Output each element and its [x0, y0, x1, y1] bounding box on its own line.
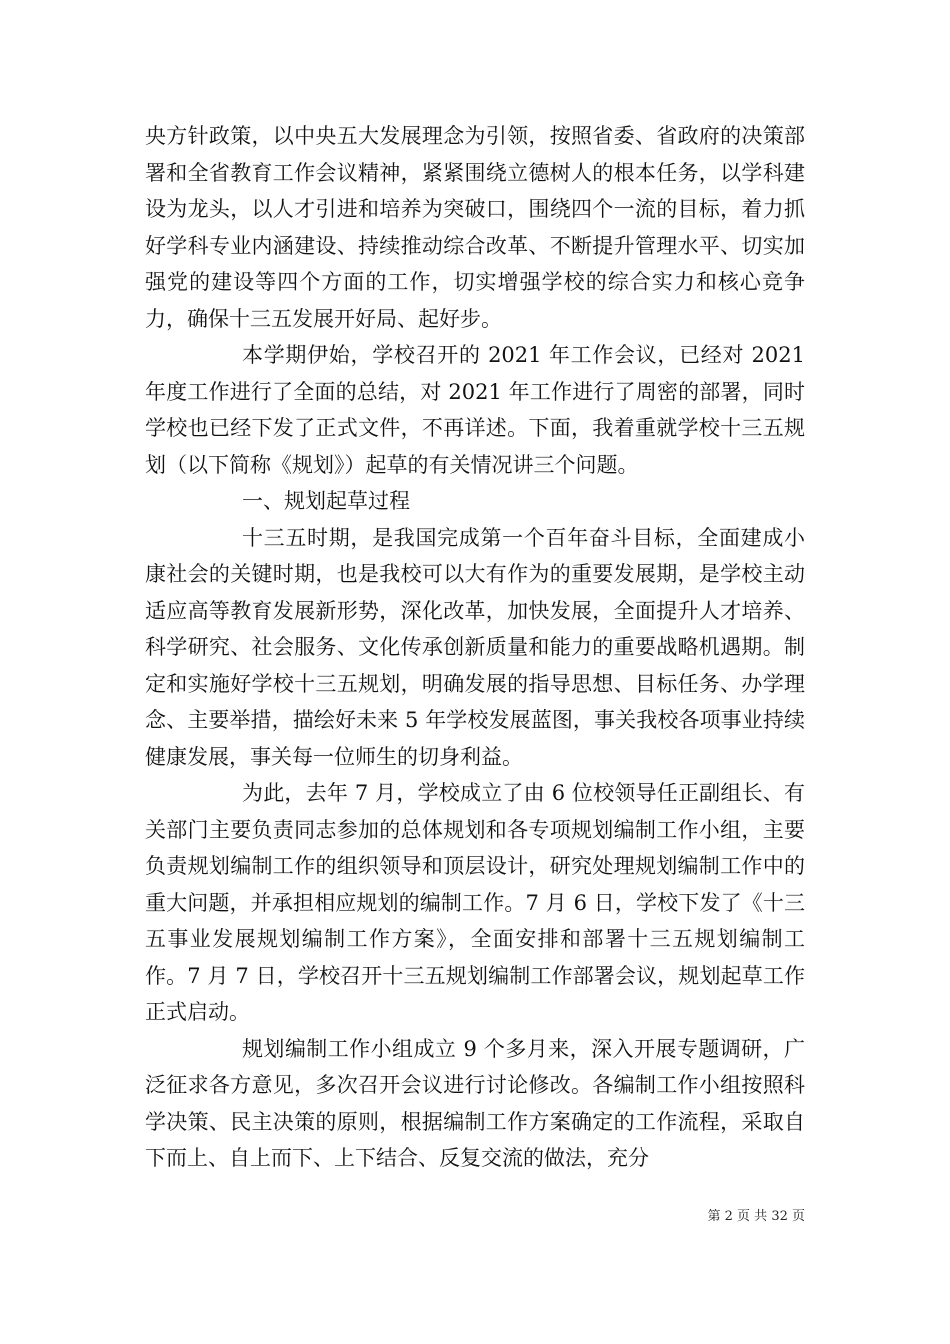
- paragraph-drafting-process: 规划编制工作小组成立 9 个多月来，深入开展专题调研，广泛征求各方意见，多次召开会议进行讨论修改。各编制工作小组按照科学决策、民主决策的原则，根据编制工作方案确定的工作流程，采取自下而上、自上而下、上下结合、反复交流的做法，充分: [145, 1036, 805, 1170]
- paragraph-period-significance: 十三五时期，是我国完成第一个百年奋斗目标，全面建成小康社会的关键时期，也是我校可以大有作为的重要发展期，是学校主动适应高等教育发展新形势，深化改革，加快发展，全面提升人才培养、科学研究、社会服务、文化传承创新质量和能力的重要战略机遇期。制定和实施好学校十三五规划，明确发展的指导思想、目标任务、办学理念、主要举措，描绘好未来 5 年学校发展蓝图，事关我校各项事业持续健康发展，事关每一位师生的切身利益。: [145, 525, 805, 769]
- paragraph-working-group: 为此，去年 7 月，学校成立了由 6 位校领导任正副组长、有关部门主要负责同志参加的总体规划和各专项规划编制工作小组，主要负责规划编制工作的组织领导和顶层设计，研究处理规划编制工作中的重大问题，并承担相应规划的编制工作。7 月 6 日，学校下发了《十三五事业发展规划编制工作方案》，全面安排和部署十三五规划编制工作。7 月 7 日，学校召开十三五规划编制工作部署会议，规划起草工作正式启动。: [145, 781, 805, 1024]
- section-heading: 一、规划起草过程: [242, 489, 410, 513]
- body-text: [145, 118, 805, 1177]
- page-number-footer: 第 2 页 共 32 页: [707, 1209, 805, 1224]
- paragraph-meeting-summary: 本学期伊始，学校召开的 2021 年工作会议，已经对 2021 年度工作进行了全面的总结，对 2021 年工作进行了周密的部署，同时学校也已经下发了正式文件，不再详述。下面，我着重就学校十三五规划（以下简称《规划》）起草的有关情况讲三个问题。: [145, 343, 805, 477]
- paragraph-continuation: 央方针政策，以中央五大发展理念为引领，按照省委、省政府的决策部署和全省教育工作会议精神，紧紧围绕立德树人的根本任务，以学科建设为龙头，以人才引进和培养为突破口，围绕四个一流的目标，着力抓好学科专业内涵建设、持续推动综合改革、不断提升管理水平、切实加强党的建设等四个方面的工作，切实增强学校的综合实力和核心竞争力，确保十三五发展开好局、起好步。: [145, 124, 805, 331]
